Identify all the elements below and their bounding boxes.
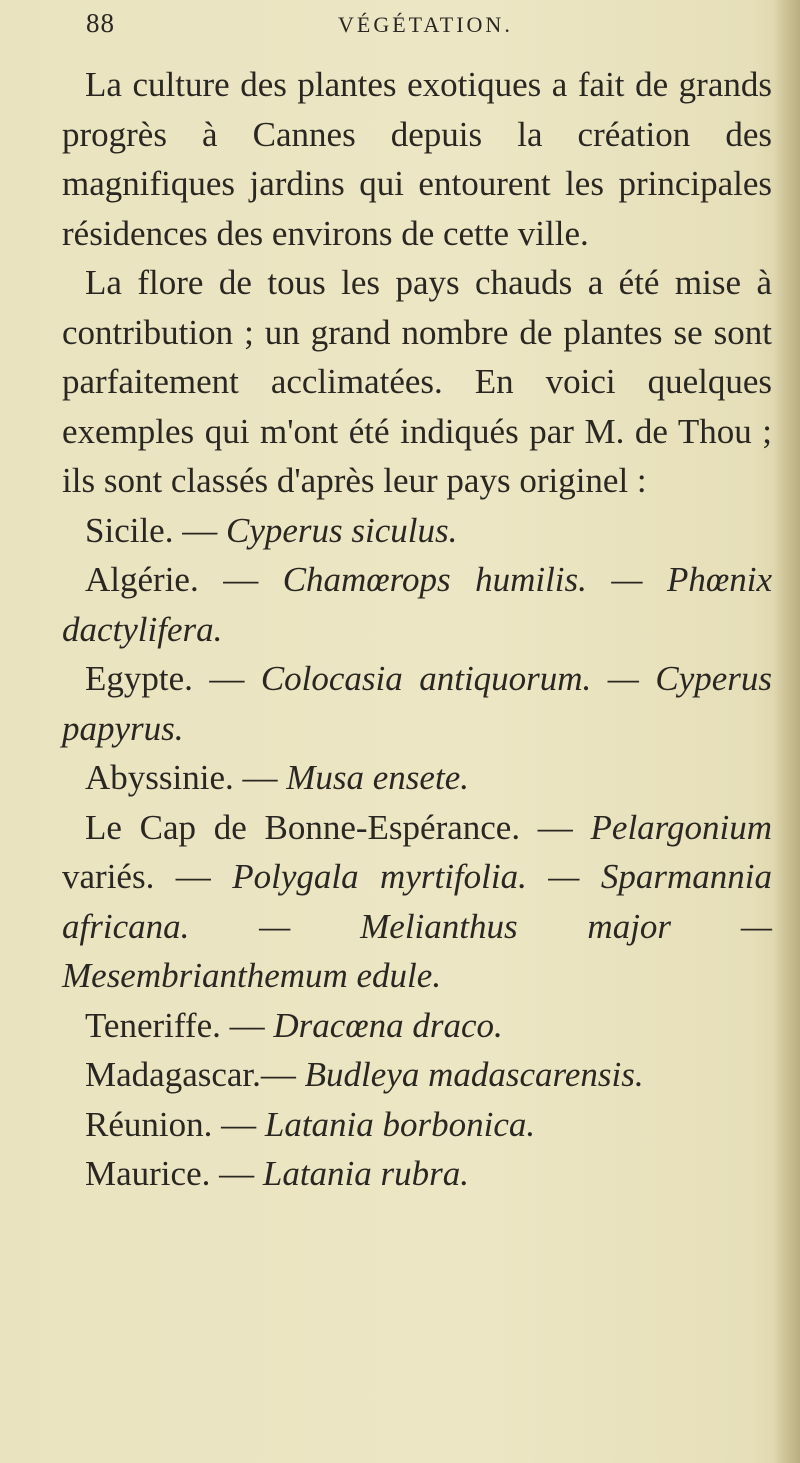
place-name: Egypte. — <box>85 659 261 698</box>
place-name: Sicile. — <box>85 510 226 550</box>
place-name: Teneriffe. — <box>85 1005 274 1045</box>
paragraph-flora: La flore de tous les pays chauds a été mise à contribution ; un grand nombre de plantes se sont parfaitement acclimatées. En voici quelques exemples qui m'ont été indiqués par M. de Thou ; ils sont classés d'après leur pays originel : <box>62 263 772 500</box>
plant-names: Pelargonium <box>590 807 772 847</box>
list-item-teneriffe <box>62 1001 772 1051</box>
plant-names: Latania borbonica. <box>264 1104 536 1144</box>
list-item-algerie <box>62 555 772 654</box>
page-body <box>62 60 772 1199</box>
place-name: Réunion. — <box>85 1104 265 1144</box>
list-item-sicile <box>62 506 772 556</box>
plant-names: Latania rubra. <box>262 1154 470 1193</box>
plant-names: Cyperus siculus. <box>225 510 458 550</box>
plant-names: Colocasia antiquorum. — Cyperus papyrus. <box>62 659 773 748</box>
running-head: VÉGÉTATION. <box>338 12 513 37</box>
list-item-reunion <box>62 1100 772 1150</box>
place-name: Abyssinie. — <box>85 758 287 797</box>
plant-names: Budleya madascarensis. <box>304 1055 644 1094</box>
place-name: Madagascar.— <box>85 1055 305 1094</box>
list-item-abyssinie <box>62 753 772 803</box>
plant-names: Musa ensete. <box>286 758 469 797</box>
plant-list <box>62 506 772 1199</box>
list-item-maurice <box>62 1149 772 1199</box>
plant-names: Dracœna draco. <box>273 1005 503 1045</box>
list-item-madagascar <box>62 1050 772 1100</box>
place-name: Maurice. — <box>85 1154 263 1193</box>
list-item-egypte <box>62 654 772 753</box>
place-name: Le Cap de Bonne-Espérance. — <box>85 807 591 847</box>
plant-note: variés. — <box>62 857 233 896</box>
page-header <box>86 8 706 48</box>
page-edge-shadow <box>774 0 800 1463</box>
place-name: Algérie. — <box>85 560 283 599</box>
paragraph-intro: La culture des plantes exotiques a fait de grands progrès à Cannes depuis la création des magnifiques jardins qui entourent les principales résidences des environs de cette ville. <box>62 65 772 253</box>
list-item-cap <box>62 803 772 1001</box>
plant-names: Chamœrops humilis. — Phœnix dactylifera. <box>62 560 772 649</box>
plant-names: Polygala myrtifolia. — Sparmannia africana. — Melianthus major — Mesembrianthemum edule. <box>62 857 772 995</box>
page-number: 88 <box>86 8 115 38</box>
